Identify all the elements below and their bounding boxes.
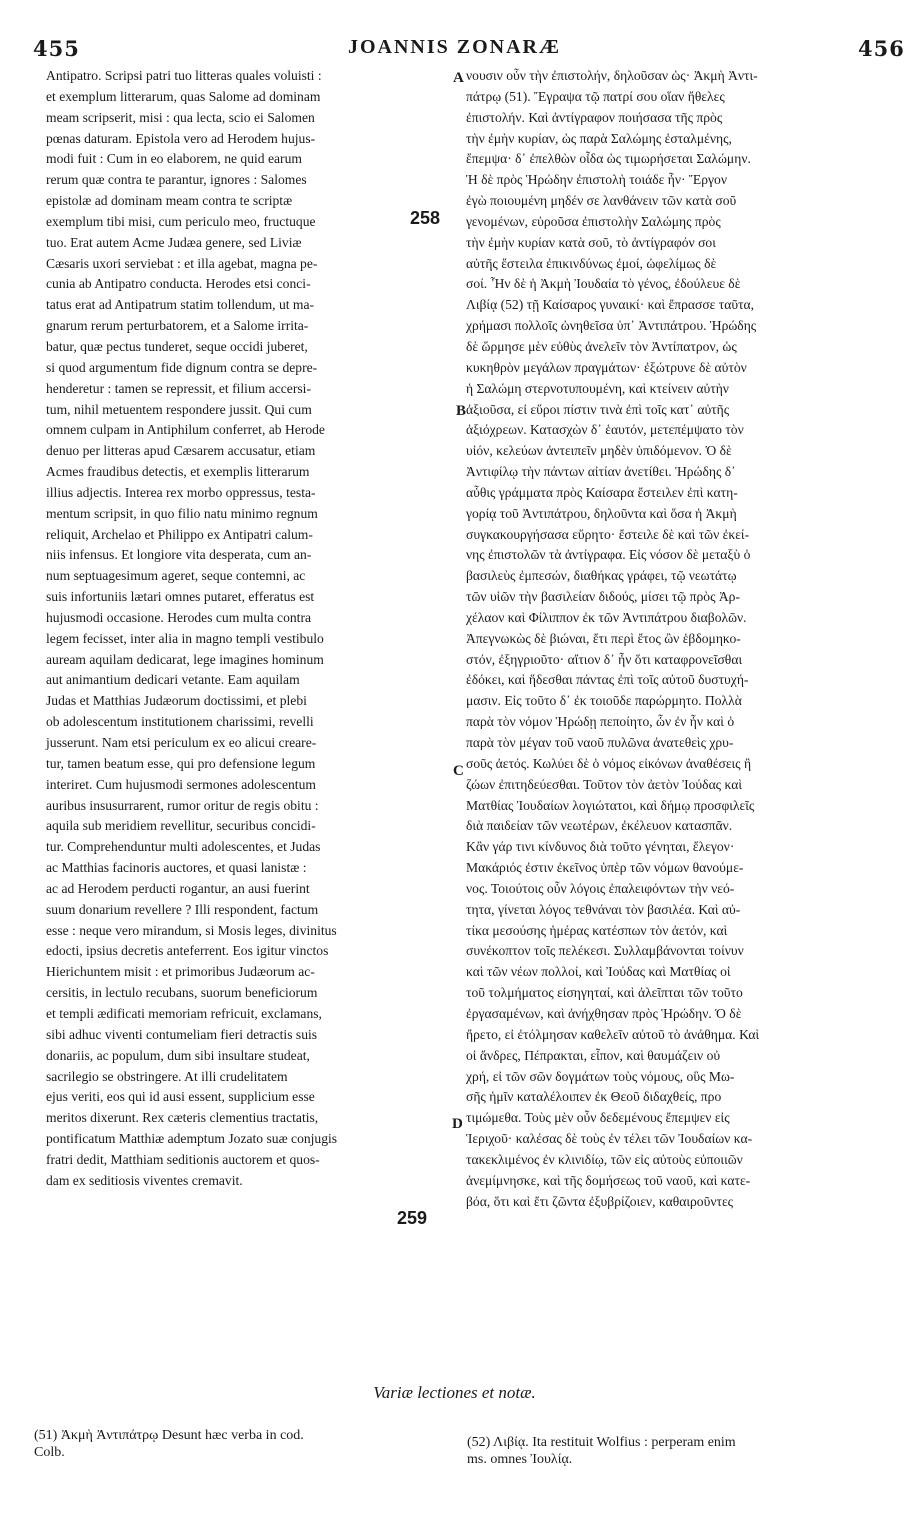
latin-text-line: batur, quæ pectus tunderet, seque occidi juberet,	[46, 338, 308, 354]
greek-text-line: χρήμασι πολλοῖς ὠνηθεῖσα ὑπ᾽ Ἀντιπάτρου. Ἡρώδης	[466, 318, 757, 334]
latin-text-line: tatus erat ad Antipatrum statim tollendum, ut ma-	[46, 297, 315, 313]
greek-text-line: δὲ ὥρμησε μὲν εὐθὺς ἀνελεῖν τὸν Ἀντίπατρον, ὡς	[466, 338, 737, 354]
greek-text-line: ἐργασαμένων, καὶ ἀνήχθησαν πρὸς Ἡρώδην. Ὁ δὲ	[466, 1005, 742, 1021]
greek-text-line: ἡ Σαλώμη στερνοτυπουμένη, καὶ κτείνειν αὐτὴν	[466, 380, 729, 396]
greek-text-line: αὖθις γράμματα πρὸς Καίσαρα ἔστειλεν ἐπὶ κατη-	[466, 484, 738, 500]
latin-text-line: illius adjectis. Interea rex morbo oppressus, testa-	[46, 484, 316, 500]
latin-text-line: pœnas daturam. Epistola vero ad Herodem hujus-	[46, 130, 316, 146]
latin-text-line: cersitis, in lectulo recubans, suorum beneficiorum	[46, 985, 318, 1001]
latin-text-line: pontificatum Matthiæ ademptum Jozato suæ conjugis	[46, 1131, 338, 1147]
greek-text-line: τῶν υἱῶν τὴν βασιλείαν διδούς, μίσει τῷ πρὸς Ἀρ-	[466, 589, 740, 605]
greek-text-line: Ματθίας Ἰουδαίων λογιώτατοι, καὶ δήμῳ προσφιλεῖς	[466, 797, 755, 813]
greek-text-line: νης ἐπιστολῶν τὰ ἀντίγραφα. Εἰς νόσον δὲ μεταξὺ ὁ	[466, 547, 751, 563]
greek-text-line: αὐτῆς ἔστειλα ἐπικινδύνως ἐμοί, ὠφελίμως δὲ	[466, 255, 717, 271]
greek-text-line: υἱόν, κελεύων ἀντειπεῖν μηδὲν ὑπιδόμενον. Ὁ δὲ	[466, 443, 732, 459]
latin-text-line: exemplum tibi misi, cum periculo meo, fructuque	[46, 213, 316, 229]
latin-text-line: Cæsaris uxori serviebat : et illa agebat, magna pe-	[46, 255, 318, 271]
greek-text-line: ζώων ἐπιτηδεύεσθαι. Τοῦτον τὸν ἀετὸν Ἰούδας καὶ	[466, 776, 742, 792]
greek-text-line: κυκηθρὸν μεγάλων πραγμάτων· ἐξώτρυνε δὲ αὐτὸν	[466, 359, 747, 375]
latin-text-line: meritos dixerunt. Rex cæteris clementius tractatis,	[46, 1110, 319, 1126]
latin-text-line: dam ex seditiosis viventes cremavit.	[46, 1172, 243, 1188]
greek-text-line: ἀξιοῦσα, εἰ εὕροι πίστιν τινὰ ἐπὶ τοῖς κατ᾽ αὐτῆς	[466, 401, 730, 417]
greek-text-line: ἔπεμψα· δ᾽ ἐπελθὼν οἶδα ὡς τιμωρήσεται Σαλώμην.	[466, 151, 751, 167]
latin-text-line: mentum scripsit, in quo filio natu minimo regnum	[46, 505, 318, 521]
latin-text-line: rerum quæ contra te parantur, ignores : Salomes	[46, 172, 307, 188]
greek-text-line: Ἀντιφίλῳ τὴν πάντων αἰτίαν ἀνετίθει. Ἡρώδης δ᾽	[466, 464, 736, 480]
latin-text-line: tum, nihil metuentem respondere jussit. Qui cum	[46, 401, 312, 417]
greek-text-line: σῆς ἡμῖν καταλέλοιπεν ἐκ Θεοῦ διδαχθείς, προ	[466, 1089, 722, 1105]
greek-column	[466, 66, 886, 1212]
latin-text-line: gnarum rerum perturbatorem, et a Salome irrita-	[46, 318, 309, 334]
greek-text-line: παρὰ τὸν μέγαν τοῦ ναοῦ πυλῶνα ἀνατεθεὶς χρυ-	[466, 735, 734, 750]
latin-text-line: Hierichuntem misit : et primoribus Judæorum ac-	[46, 964, 315, 980]
greek-text-line: συγκακουργήσασα εὕρητο· ἔστειλε δὲ καὶ τῶν ἐκεί-	[466, 526, 750, 542]
note-51-line-2: Colb.	[34, 1445, 65, 1460]
greek-text-line: συνέκοπτον τοῖς πελέκεσι. Συλλαμβάνονται τοίνυν	[466, 943, 744, 959]
greek-text-line: χέλαον καὶ Φίλιππον ἐκ τῶν Ἀντιπάτρου διαβολῶν.	[466, 609, 747, 625]
greek-text-line: ἐγὼ ποιουμένη μηδέν σε λανθάνειν τῶν κατὰ σοῦ	[466, 193, 737, 209]
latin-text-line: ejus veriti, eos qui id ausi essent, supplicium esse	[46, 1089, 315, 1105]
greek-text-line: χρή, εἰ τῶν σῶν δογμάτων τοὺς νόμους, οὓς Μω-	[466, 1068, 735, 1084]
latin-text-line: suis infortuniis lætari omnes putaret, efferatus est	[46, 589, 315, 605]
greek-text-line: σοῦς ἀετός. Κωλύει δὲ ὁ νόμος εἰκόνων ἀναθέσεις ἢ	[466, 755, 752, 771]
latin-text-line: edocti, ipsius decretis anteferrent. Eos igitur vinctos	[46, 943, 329, 959]
latin-text-line: num septuagesimum ageret, seque contemni, ac	[46, 568, 306, 584]
section-number-259: 259	[397, 1208, 428, 1228]
greek-text-line: οἱ ἄνδρες, Πέπρακται, εἶπον, καὶ θαυμάζειν οὐ	[466, 1047, 721, 1063]
margin-letter-d: D	[452, 1116, 463, 1132]
latin-text-line: suum donarium revellere ? Illi respondent, factum	[46, 901, 319, 917]
greek-text-line: μασιν. Εἰς τοῦτο δ᾽ ἐκ τοιοῦδε παρώρμητο. Πολλὰ	[466, 693, 742, 709]
latin-text-line: ob adolescentum institutionem charissimi, revelli	[46, 714, 314, 730]
running-title: JOANNIS ZONARÆ	[347, 36, 562, 58]
greek-text-line: Μακάριός ἐστιν ἐκεῖνος ὑπὲρ τῶν νόμων θανούμε-	[466, 860, 744, 876]
latin-text-line: omnem culpam in Antiphilum conferret, ab Herode	[46, 422, 325, 438]
note-51-line-1: (51) Ἀκμὴ Ἀντιπάτρῳ Desunt hæc verba in cod.	[34, 1428, 304, 1443]
notes-title: Variæ lectiones et notæ.	[373, 1383, 536, 1402]
latin-text-line: ac Matthias facinoris auctores, et quasi lanistæ :	[46, 860, 307, 876]
latin-text-line: hujusmodi occasione. Herodes cum multa contra	[46, 609, 312, 625]
page-number-left: 455	[33, 36, 80, 61]
latin-text-line: legem fecisset, inter alia in magno templi vestibulo	[46, 630, 324, 646]
latin-text-line: denuo per litteras apud Cæsarem accusatur, etiam	[46, 443, 316, 459]
latin-text-line: tuo. Erat autem Acme Judæa genere, sed Liviæ	[46, 234, 302, 250]
greek-text-line: ἐπιστολήν. Καὶ ἀντίγραφον ποιήσασα τῆς πρὸς	[466, 109, 723, 125]
greek-text-line: τιμώμεθα. Τοὺς μὲν οὖν δεδεμένους ἔπεμψεν εἰς	[466, 1110, 730, 1126]
note-52-line-2: ms. omnes Ἰουλίᾳ.	[467, 1452, 573, 1467]
latin-text-line: reliquit, Archelao et Philippo ex Antipatri calum-	[46, 526, 313, 542]
greek-text-line: διὰ παιδείαν τῶν νεωτέρων, ἐκέλευον κατασπᾶν.	[466, 818, 733, 834]
greek-text-line: γενομένων, εὑροῦσα ἐπιστολὴν Σαλώμης πρὸς	[466, 213, 721, 229]
latin-text-line: epistolæ ad dominam meam contra te scriptæ	[46, 193, 293, 209]
latin-text-line: Acmes fraudibus detectis, et exemplis litterarum	[46, 464, 310, 480]
latin-text-line: sacrilegio se obstringere. At illi crudelitatem	[46, 1068, 288, 1084]
greek-text-line: τίκα μεσούσης ἡμέρας κατέσπων τὸν ἀετόν, καὶ	[466, 922, 728, 938]
greek-text-line: Λιβίᾳ (52) τῇ Καίσαρος γυναικί· καὶ ἔπρασσε ταῦτα,	[466, 297, 755, 313]
greek-text-line: καὶ τῶν νέων πολλοί, καὶ Ἰούδας καὶ Ματθίας οἱ	[466, 964, 731, 980]
latin-text-line: fratri dedit, Matthiam seditionis auctorem et quos-	[46, 1151, 320, 1167]
latin-text-line: auribus insusurrarent, rumor oritur de regis obitu :	[46, 797, 319, 813]
greek-text-line: σοί. Ἦν δὲ ἡ Ἀκμὴ Ἰουδαία τὸ γένος, ἐδούλευε δὲ	[466, 276, 741, 292]
latin-text-line: auream aquilam dedicarat, lege imagines hominum	[46, 651, 324, 667]
greek-text-line: τακεκλιμένος ἐν κλινιδίῳ, τῶν εἰς αὐτοὺς εὐποιιῶν	[466, 1151, 743, 1167]
latin-text-line: aquila sub meridiem revellitur, securibus concidi-	[46, 818, 316, 834]
greek-text-line: τὴν ἐμὴν κυρίαν κατὰ σοῦ, τὸ ἀντίγραφόν σοι	[466, 234, 716, 250]
greek-text-line: βόα, ὅτι καὶ ἔτι ζῶντα ἐξυβρίζοιεν, καθαιροῦντες	[466, 1193, 734, 1209]
latin-column	[46, 66, 456, 1192]
greek-text-line: Ἱεριχοῦ· καλέσας δὲ τοὺς ἐν τέλει τῶν Ἰουδαίων κα-	[466, 1131, 753, 1147]
margin-letter-b: B	[456, 403, 467, 419]
greek-text-line: ἀνεμίμνησκε, καὶ τῆς δομήσεως τοῦ ναοῦ, καὶ κατε-	[466, 1172, 751, 1188]
latin-text-line: Antipatro. Scripsi patri tuo litteras quales voluisti :	[46, 68, 322, 83]
section-number-258: 258	[410, 208, 441, 228]
greek-text-line: τὴν ἐμὴν κυρίαν, ὡς παρὰ Σαλώμης ἐσταλμένης,	[466, 130, 732, 146]
latin-text-line: cunia ab Antipatro conducta. Herodes etsi conci-	[46, 276, 311, 292]
page-number-right: 456	[858, 36, 905, 61]
latin-text-line: et templi ædificati memoriam refricuit, exclamans,	[46, 1005, 322, 1021]
greek-text-line: νουσιν οὖν τὴν ἐπιστολήν, δηλοῦσαν ὡς· Ἀκμὴ Ἀντι-	[466, 68, 758, 83]
margin-letter-c: C	[453, 763, 464, 779]
latin-text-line: Judas et Matthias Judæorum doctissimi, et plebi	[46, 693, 307, 709]
latin-text-line: interiret. Cum hujusmodi sermones adolescentum	[46, 776, 316, 792]
note-52-line-1: (52) Λιβίᾳ. Ita restituit Wolfius : perperam enim	[467, 1435, 736, 1450]
margin-letter-a: A	[453, 70, 464, 86]
greek-text-line: τητα, γίνεται λόγος τεθνάναι τὸν βασιλέα. Καὶ αὐ-	[466, 901, 741, 917]
latin-text-line: ac ad Herodem perducti rogantur, an ausi fuerint	[46, 880, 310, 896]
greek-text-line: παρὰ τὸν νόμον Ἡρώδῃ πεποίητο, ὧν ἐν ἦν καὶ ὁ	[466, 714, 735, 730]
greek-text-line: στόν, ἐξηγριοῦτο· αἴτιον δ᾽ ἦν ὅτι καταφρονεῖσθαι	[466, 651, 743, 667]
latin-text-line: tur, tamen beatum esse, qui pro defensione legum	[46, 755, 316, 771]
latin-text-line: meam scripserit, misi : qua lecta, scio ei Salomen	[46, 109, 315, 125]
greek-text-line: Ἀπεγνωκὼς δὲ βιώναι, ἔτι περὶ ἔτος ὢν ἑβδομηκο-	[466, 630, 741, 646]
greek-text-line: ἐδόκει, καὶ ἥδεσθαι πάντας ἐπὶ τοῖς αὐτοῦ δυστυχή-	[466, 672, 749, 688]
latin-text-line: niis infensus. Et longiore vita desperata, cum an-	[46, 547, 312, 563]
greek-text-line: βασιλεὺς ἐμπεσών, διαθήκας γράφει, τῷ νεωτάτῳ	[466, 568, 737, 584]
greek-text-line: Ἡ δὲ πρὸς Ἡρώδην ἐπιστολὴ τοιάδε ἦν· Ἔργον	[466, 172, 727, 188]
greek-text-line: νος. Τοιούτοις οὖν λόγοις ἐπαλειφόντων τὴν νεό-	[466, 880, 735, 896]
greek-text-line: πάτρῳ (51). Ἔγραψα τῷ πατρί σου οἵαν ἤθελες	[466, 88, 725, 104]
latin-text-line: esse : neque vero mirandum, si Mosis leges, divinitus	[46, 922, 337, 938]
latin-text-line: tur. Comprehenduntur multi adolescentes, et Judas	[46, 839, 321, 855]
greek-text-line: ἤρετο, εἰ ἐτόλμησαν καθελεῖν αὐτοῦ τὸ ἀνάθημα. Καὶ	[466, 1026, 760, 1042]
latin-text-line: aut animantium dedicari vetante. Eam aquilam	[46, 672, 300, 688]
latin-text-line: henderetur : tamen se repressit, et filium accersi-	[46, 380, 311, 396]
latin-text-line: donariis, ac populum, dum sibi insultare studeat,	[46, 1047, 310, 1063]
greek-text-line: γορίᾳ τοῦ Ἀντιπάτρου, δηλοῦντα καὶ ὅσα ἡ Ἀκμὴ	[466, 505, 737, 521]
greek-text-line: Κἂν γάρ τινι κίνδυνος διὰ τοῦτο γένηται, ἔλεγον·	[466, 839, 735, 855]
latin-text-line: et exemplum litterarum, quas Salome ad dominam	[46, 88, 321, 104]
latin-text-line: jusserunt. Nam etsi periculum ex eo alicui creare-	[46, 735, 317, 750]
greek-text-line: ἀξιόχρεων. Κατασχὼν δ᾽ ἑαυτόν, μετεπέμψατο τὸν	[466, 422, 744, 438]
latin-text-line: sibi adhuc viventi contumeliam fieri detractis suis	[46, 1026, 318, 1042]
greek-text-line: τοῦ τολμήματος εἰσηγηταί, καὶ ἀλεῖπται τῶν τοῦτο	[466, 985, 743, 1001]
latin-text-line: modi fuit : Cum in eo elaborem, ne quid earum	[46, 151, 302, 167]
latin-text-line: si quod argumentum fide dignum contra se depre-	[46, 359, 318, 375]
